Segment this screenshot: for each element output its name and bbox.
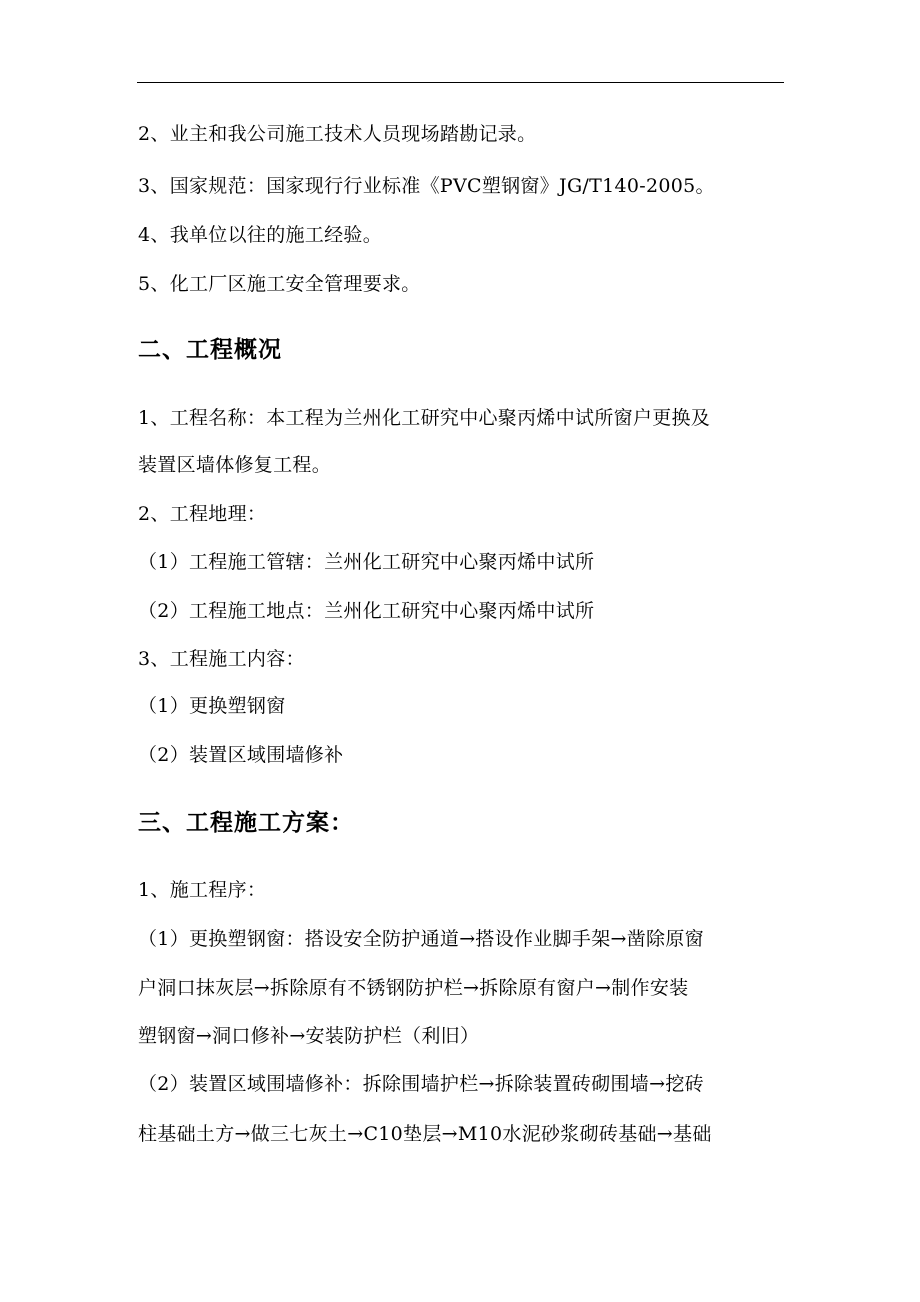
overview-line: 2、工程地理： xyxy=(138,503,267,525)
plan-line: （1）更换塑钢窗：搭设安全防护通道→搭设作业脚手架→凿除原窗 xyxy=(138,928,704,950)
overview-line: 1、工程名称：本工程为兰州化工研究中心聚丙烯中试所窗户更换及 xyxy=(138,407,711,429)
overview-line: 3、工程施工内容： xyxy=(138,648,305,670)
basis-item-5: 5、化工厂区施工安全管理要求。 xyxy=(138,273,421,295)
plan-line: 柱基础土方→做三七灰土→C10垫层→M10水泥砂浆砌砖基础→基础 xyxy=(138,1123,712,1145)
plan-line: 塑钢窗→洞口修补→安装防护栏（利旧） xyxy=(138,1025,480,1047)
overview-line: （1）更换塑钢窗 xyxy=(138,695,286,717)
basis-item-4: 4、我单位以往的施工经验。 xyxy=(138,224,382,246)
overview-line: （2）工程施工地点：兰州化工研究中心聚丙烯中试所 xyxy=(138,600,595,622)
section-heading-overview: 二、工程概况 xyxy=(138,337,282,363)
basis-item-2: 2、业主和我公司施工技术人员现场踏勘记录。 xyxy=(138,123,537,145)
overview-line: 装置区墙体修复工程。 xyxy=(138,454,332,476)
overview-line: （2）装置区域围墙修补 xyxy=(138,744,344,766)
header-rule xyxy=(137,82,784,83)
basis-item-3: 3、国家规范：国家现行行业标准《PVC塑钢窗》JG/T140-2005。 xyxy=(138,175,715,197)
plan-line: （2）装置区域围墙修补：拆除围墙护栏→拆除装置砖砌围墙→挖砖 xyxy=(138,1073,704,1095)
overview-line: （1）工程施工管辖：兰州化工研究中心聚丙烯中试所 xyxy=(138,551,595,573)
plan-line: 1、施工程序： xyxy=(138,879,267,901)
section-heading-plan: 三、工程施工方案： xyxy=(138,810,354,836)
plan-line: 户洞口抹灰层→拆除原有不锈钢防护栏→拆除原有窗户→制作安装 xyxy=(138,977,689,999)
